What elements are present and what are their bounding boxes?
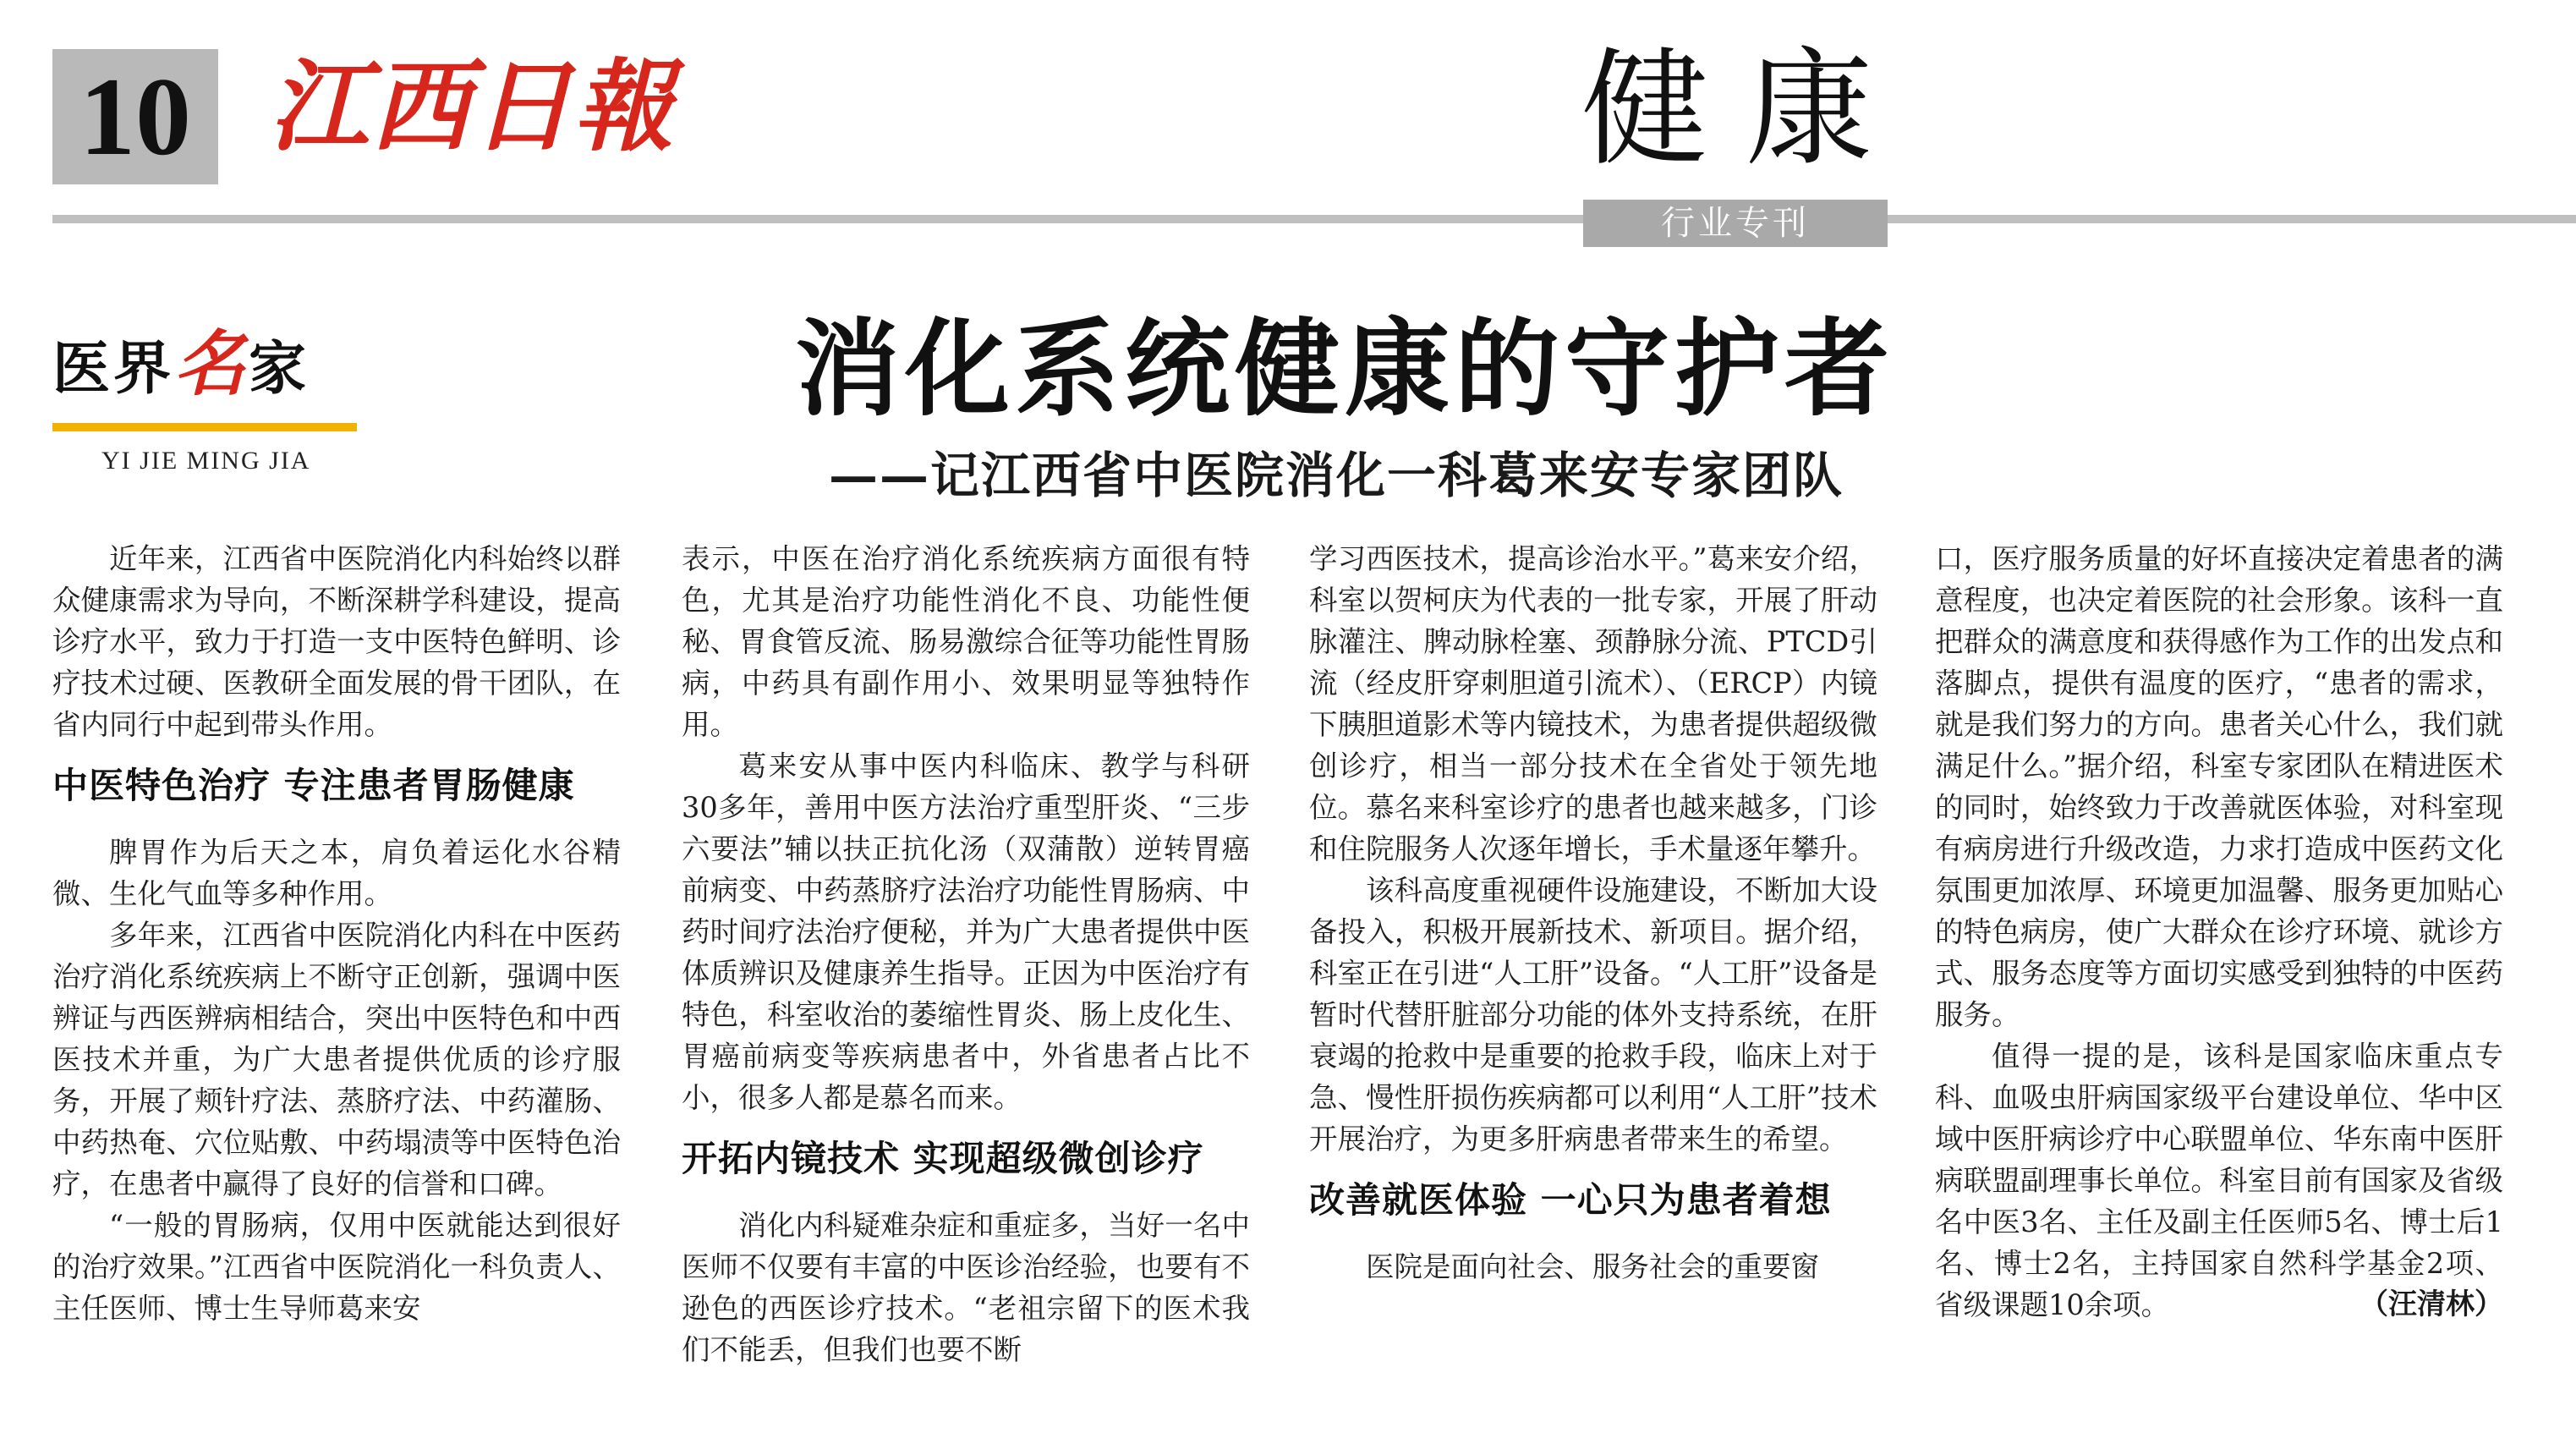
badge-part1: 医界 — [52, 336, 175, 403]
paragraph: 脾胃作为后天之本，肩负着运化水谷精微、生化气血等多种作用。 — [52, 836, 621, 910]
article-headline: 消化系统健康的守护者 — [795, 309, 1895, 431]
badge-part3: 家 — [249, 336, 310, 403]
paragraph: 消化内科疑难杂症和重症多，当好一名中医师不仅要有丰富的中医诊治经验，也要有不逊色的西医诊疗技术。“老祖宗留下的医术我们不能丢，但我们也要不断 — [682, 1209, 1250, 1366]
column-badge — [52, 321, 310, 412]
badge-underline — [52, 423, 357, 431]
article-column-1 — [52, 538, 621, 1443]
newspaper-logo: 江西日報 — [269, 47, 676, 165]
article-column-4 — [1935, 538, 2503, 1443]
paragraph: 葛来安从事中医内科临床、教学与科研30多年，善用中医方法治疗重型肝炎、“三步六要法”辅以扶正抗化汤（双蒲散）逆转胃癌前病变、中药蒸脐疗法治疗功能性胃肠病、中药时间疗法治疗便秘，并为广大患者提供中医体质辨识及健康养生指导。正因为中医治疗有特色，科室收治的萎缩性胃炎、肠上皮化生、胃癌前病变等疾病患者中，外省患者占比不小，很多人都是慕名而来。 — [682, 749, 1250, 1114]
paragraph: 表示，中医在治疗消化系统疾病方面很有特色，尤其是治疗功能性消化不良、功能性便秘、胃食管反流、肠易激综合征等功能性胃肠病，中药具有副作用小、效果明显等独特作用。 — [682, 542, 1250, 741]
paragraph: 该科高度重视硬件设施建设，不断加大设备投入，积极开展新技术、新项目。据介绍，科室正在引进“人工肝”设备。“人工肝”设备是暂时代替肝脏部分功能的体外支持系统，在肝衰竭的抢救中是重要的抢救手段，临床上对于急、慢性肝损伤疾病都可以利用“人工肝”技术开展治疗，为更多肝病患者带来生的希望。 — [1309, 874, 1877, 1156]
paragraph: 多年来，江西省中医院消化内科在中医药治疗消化系统疾病上不断守正创新，强调中医辨证与西医辨病相结合，突出中医特色和中西医技术并重，为广大患者提供优质的诊疗服务，开展了颊针疗法、蒸脐疗法、中药灌肠、中药热奄、穴位贴敷、中药塌渍等中医特色治疗，在患者中赢得了良好的信誉和口碑。 — [52, 919, 621, 1200]
article-column-3 — [1309, 538, 1877, 1443]
paragraph: 近年来，江西省中医院消化内科始终以群众健康需求为导向，不断深耕学科建设，提高诊疗水平，致力于打造一支中医特色鲜明、诊疗技术过硬、医教研全面发展的骨干团队，在省内同行中起到带头作用。 — [52, 542, 621, 741]
paragraph: 学习西医技术，提高诊治水平。”葛来安介绍，科室以贺柯庆为代表的一批专家，开展了肝动脉灌注、脾动脉栓塞、颈静脉分流、PTCD引流（经皮肝穿刺胆道引流术）、（ERCP）内镜下胰胆道影术等内镜技术，为患者提供超级微创诊疗，相当一部分技术在全省处于领先地位。慕名来科室诊疗的患者也越来越多，门诊和住院服务人次逐年增长，手术量逐年攀升。 — [1309, 542, 1877, 865]
badge-accent: 名 — [174, 321, 249, 405]
masthead-divider — [52, 215, 2576, 223]
paragraph: 医院是面向社会、服务社会的重要窗 — [1366, 1250, 1819, 1283]
article-column-2 — [682, 538, 1250, 1443]
badge-pinyin: YI JIE MING JIA — [101, 447, 311, 475]
paragraph: 口，医疗服务质量的好坏直接决定着患者的满意程度，也决定着医院的社会形象。该科一直把群众的满意度和获得感作为工作的出发点和落脚点，提供有温度的医疗，“患者的需求，就是我们努力的方向。患者关心什么，我们就满足什么。”据介绍，科室专家团队在精进医术的同时，始终致力于改善就医体验，对科室现有病房进行升级改造，力求打造成中医药文化氛围更加浓厚、环境更加温馨、服务更加贴心的特色病房，使广大群众在诊疗环境、就诊方式、服务态度等方面切实感受到独特的中医药服务。 — [1935, 542, 2503, 1031]
section-title: 健康 — [1581, 36, 1910, 184]
section-heading: 开拓内镜技术 实现超级微创诊疗 — [682, 1138, 1204, 1179]
article-subheadline: ——记江西省中医院消化一科葛来安专家团队 — [829, 447, 1844, 504]
section-heading: 改善就医体验 一心只为患者着想 — [1309, 1179, 1832, 1221]
paragraph: “一般的胃肠病，仅用中医就能达到很好的治疗效果。”江西省中医院消化一科负责人、主任医师、博士生导师葛来安 — [52, 1209, 621, 1325]
section-heading: 中医特色治疗 专注患者胃肠健康 — [52, 765, 575, 806]
author-byline: （汪清林） — [2360, 1288, 2503, 1321]
page-number: 10 — [52, 49, 218, 184]
supplement-label: 行业专刊 — [1583, 200, 1888, 247]
paragraph: 值得一提的是，该科是国家临床重点专科、血吸虫肝病国家级平台建设单位、华中区域中医肝病诊疗中心联盟单位、华东南中医肝病联盟副理事长单位。科室目前有国家及省级名中医3名、主任及副主任医师5名、博士后1名、博士2名，主持国家自然科学基金2项、省级课题10余项。 — [1935, 1040, 2503, 1321]
